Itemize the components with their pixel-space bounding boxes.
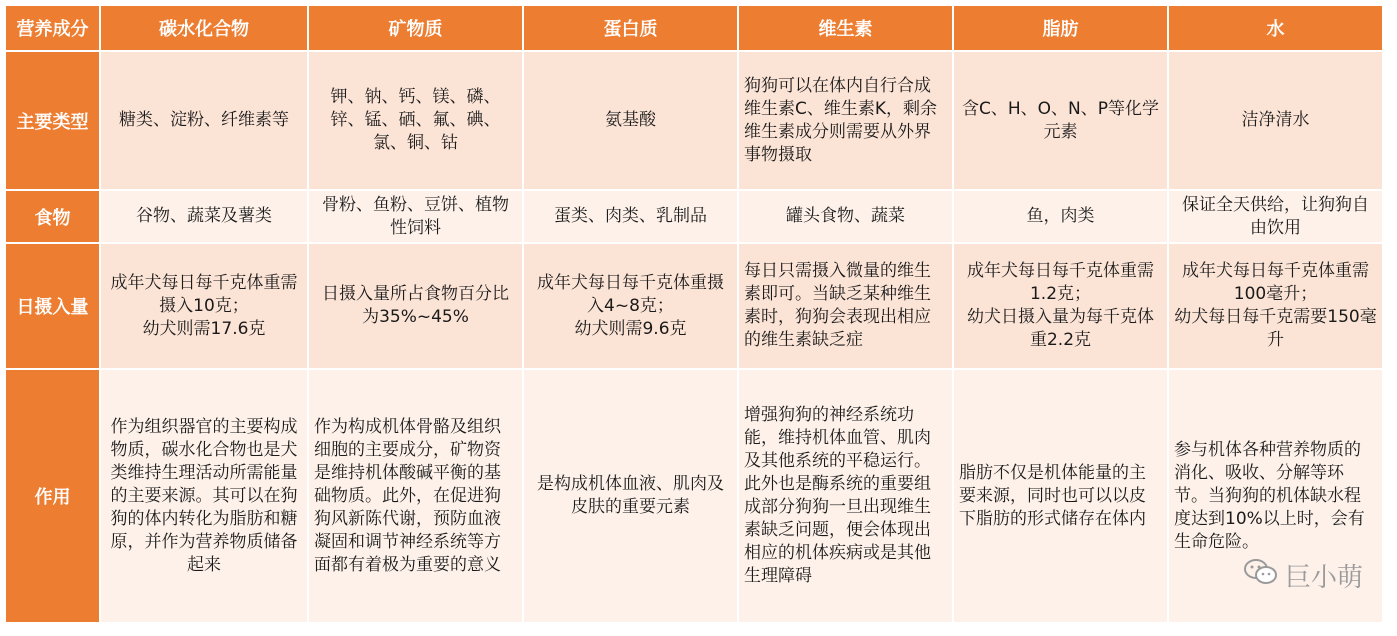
table-cell: 每日只需摄入微量的维生素即可。当缺乏某种维生素时，狗狗会表现出相应的维生素缺乏症 — [739, 244, 952, 368]
table-row — [6, 370, 1382, 622]
table-cell: 成年犬每日每千克体重需摄入10克； 幼犬则需17.6克 — [101, 244, 307, 368]
table-cell: 罐头食物、蔬菜 — [739, 191, 952, 242]
row-label-food: 食物 — [6, 191, 99, 242]
header-water: 水 — [1169, 6, 1382, 50]
table-cell: 骨粉、鱼粉、豆饼、植物性饲料 — [309, 191, 522, 242]
watermark — [1243, 557, 1363, 594]
table-cell: 鱼，肉类 — [954, 191, 1167, 242]
table-cell: 成年犬每日每千克体重摄入4~8克； 幼犬则需9.6克 — [524, 244, 737, 368]
table-cell: 氨基酸 — [524, 52, 737, 189]
table-cell: 洁净清水 — [1169, 52, 1382, 189]
table-cell: 成年犬每日每千克体重需100毫升； 幼犬每日每千克需要150毫升 — [1169, 244, 1382, 368]
table-cell: 狗狗可以在体内自行合成维生素C、维生素K，剩余维生素成分则需要从外界事物摄取 — [739, 52, 952, 189]
row-label-function: 作用 — [6, 370, 99, 622]
watermark-text: 巨小萌 — [1284, 563, 1363, 593]
table-cell: 作为构成机体骨骼及组织细胞的主要成分，矿物资是维持机体酸碱平衡的基础物质。此外，在促进狗狗风新陈代谢，预防血液凝固和调节神经系统等方面都有着极为重要的意义 — [309, 370, 522, 622]
table-row — [6, 52, 1382, 189]
table-cell: 脂肪不仅是机体能量的主要来源，同时也可以以皮下脂肪的形式储存在体内 — [954, 370, 1167, 622]
table-cell: 作为组织器官的主要构成物质，碳水化合物也是犬类维持生理活动所需能量的主要来源。其可以在狗狗的体内转化为脂肪和糖原，并作为营养物质储备起来 — [101, 370, 307, 622]
table-cell: 钾、钠、钙、镁、磷、锌、锰、硒、氟、碘、氯、铜、钴 — [309, 52, 522, 189]
table-row — [6, 244, 1382, 368]
table-row — [6, 191, 1382, 242]
header-protein: 蛋白质 — [524, 6, 737, 50]
table-cell: 是构成机体血液、肌肉及皮肤的重要元素 — [524, 370, 737, 622]
header-vitamins: 维生素 — [739, 6, 952, 50]
header-nutrient: 营养成分 — [6, 6, 99, 50]
table-cell: 糖类、淀粉、纤维素等 — [101, 52, 307, 189]
table-cell: 日摄入量所占食物百分比为35%~45% — [309, 244, 522, 368]
header-carbohydrate: 碳水化合物 — [101, 6, 307, 50]
table-cell: 增强狗狗的神经系统功能，维持机体血管、肌肉及其他系统的平稳运行。此外也是酶系统的重要组成部分狗狗一旦出现维生素缺乏问题，便会体现出相应的机体疾病或是其他生理障碍 — [739, 370, 952, 622]
table-cell: 含C、H、O、N、P等化学元素 — [954, 52, 1167, 189]
table-cell: 保证全天供给，让狗狗自由饮用 — [1169, 191, 1382, 242]
table-cell: 参与机体各种营养物质的消化、吸收、分解等环节。当狗狗的机体缺水程度达到10%以上时，会有生命危险。 — [1169, 370, 1382, 622]
header-minerals: 矿物质 — [309, 6, 522, 50]
header-row — [6, 6, 1382, 50]
row-label-main-types: 主要类型 — [6, 52, 99, 189]
wechat-icon — [1243, 557, 1285, 594]
table-cell: 谷物、蔬菜及薯类 — [101, 191, 307, 242]
header-fat: 脂肪 — [954, 6, 1167, 50]
table-cell: 蛋类、肉类、乳制品 — [524, 191, 737, 242]
row-label-daily-intake: 日摄入量 — [6, 244, 99, 368]
table-cell: 成年犬每日每千克体重需1.2克； 幼犬日摄入量为每千克体重2.2克 — [954, 244, 1167, 368]
nutrition-table — [4, 4, 1384, 624]
